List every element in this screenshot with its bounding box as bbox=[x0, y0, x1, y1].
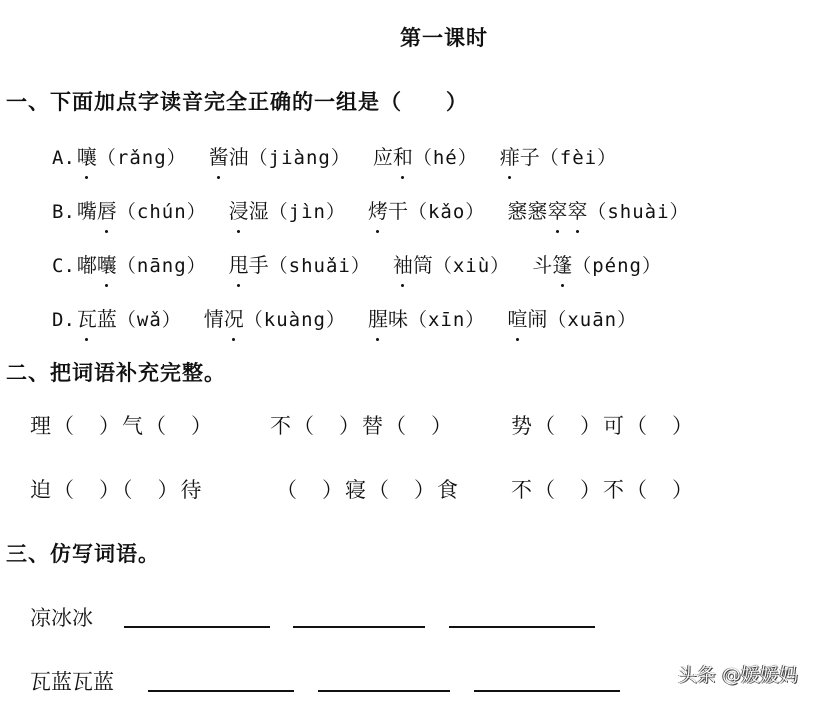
pinyin: （kǎo） bbox=[407, 201, 486, 223]
char: 味 bbox=[387, 307, 408, 331]
word bbox=[77, 249, 117, 278]
word bbox=[373, 141, 413, 170]
word-item bbox=[77, 141, 187, 170]
option-d[interactable] bbox=[52, 303, 659, 332]
dotted-char: 酱 bbox=[209, 141, 229, 170]
dotted-char: 痱 bbox=[500, 141, 520, 170]
imitate-example-label: 瓦蓝瓦蓝 bbox=[30, 670, 114, 694]
char: 闹 bbox=[527, 307, 548, 331]
char: 嘟 bbox=[76, 253, 97, 277]
section1-heading: 一、下面加点字读音完全正确的一组是（ ） bbox=[6, 90, 468, 114]
answer-blank-line[interactable] bbox=[449, 626, 595, 628]
answer-blank-line[interactable] bbox=[124, 626, 270, 628]
word bbox=[368, 303, 408, 332]
word bbox=[77, 303, 117, 332]
word-item bbox=[373, 141, 478, 170]
word bbox=[500, 141, 540, 170]
word bbox=[77, 141, 97, 170]
answer-blank-line[interactable] bbox=[293, 626, 425, 628]
word bbox=[393, 249, 433, 278]
pinyin: （hé） bbox=[412, 147, 478, 169]
pinyin: （jiàng） bbox=[248, 147, 351, 169]
word-item bbox=[507, 303, 637, 332]
pinyin: （kuàng） bbox=[243, 309, 346, 331]
pinyin: （wǎ） bbox=[116, 309, 182, 331]
word-item bbox=[532, 249, 662, 278]
word bbox=[368, 195, 408, 224]
word-item bbox=[393, 249, 510, 278]
answer-blank-line[interactable] bbox=[148, 690, 294, 692]
dotted-char: 况 bbox=[224, 303, 244, 332]
word-item bbox=[229, 195, 346, 224]
word-item bbox=[507, 195, 689, 224]
word-item bbox=[229, 249, 371, 278]
word bbox=[209, 141, 249, 170]
word-item bbox=[77, 249, 207, 278]
dotted-char: 和 bbox=[393, 141, 413, 170]
option-letter: A. bbox=[52, 147, 75, 169]
fill-word-item[interactable]: 迫（ ）（ ）待 bbox=[30, 478, 204, 502]
pinyin: （chún） bbox=[116, 201, 207, 223]
option-letter: B. bbox=[52, 201, 75, 223]
dotted-char: 烤 bbox=[368, 195, 388, 224]
pinyin: （shuài） bbox=[587, 201, 690, 223]
answer-blank-line[interactable] bbox=[318, 690, 450, 692]
word-item bbox=[368, 303, 485, 332]
word-item bbox=[77, 195, 207, 224]
imitate-example-label: 凉冰冰 bbox=[30, 606, 93, 630]
dotted-char: 窣 bbox=[547, 195, 567, 224]
char: 筒 bbox=[412, 253, 433, 277]
pinyin: （péng） bbox=[572, 255, 662, 277]
section2-heading: 二、把词语补充完整。 bbox=[6, 361, 226, 385]
section3-heading: 三、仿写词语。 bbox=[6, 542, 160, 566]
word-item bbox=[368, 195, 485, 224]
dotted-char: 喧 bbox=[507, 303, 527, 332]
word bbox=[204, 303, 244, 332]
dotted-char: 瓦 bbox=[77, 303, 97, 332]
fill-word-item[interactable]: 理（ ）气（ ） bbox=[30, 414, 214, 438]
dotted-char: 浸 bbox=[229, 195, 249, 224]
word bbox=[507, 195, 587, 224]
char: 窸 bbox=[527, 199, 548, 223]
pinyin: （xuān） bbox=[547, 309, 638, 331]
char: 湿 bbox=[248, 199, 269, 223]
word-item bbox=[204, 303, 346, 332]
pinyin: （xiù） bbox=[432, 255, 511, 277]
char: 窸 bbox=[507, 199, 528, 223]
page-title: 第一课时 bbox=[400, 26, 488, 50]
char: 手 bbox=[248, 253, 269, 277]
dotted-char: 嚷 bbox=[77, 141, 97, 170]
dotted-char: 腥 bbox=[368, 303, 388, 332]
fill-word-item[interactable]: 势（ ）可（ ） bbox=[511, 414, 695, 438]
dotted-char: 篷 bbox=[552, 249, 572, 278]
dotted-char: 囔 bbox=[97, 249, 117, 278]
pinyin: （fèi） bbox=[539, 147, 618, 169]
dotted-char: 窣 bbox=[567, 195, 587, 224]
dotted-char: 甩 bbox=[229, 249, 249, 278]
option-a[interactable] bbox=[52, 141, 639, 170]
word-item bbox=[77, 303, 182, 332]
dotted-char: 袖 bbox=[393, 249, 413, 278]
pinyin: （nāng） bbox=[116, 255, 207, 277]
word-item bbox=[500, 141, 617, 170]
char: 斗 bbox=[532, 253, 553, 277]
answer-blank-line[interactable] bbox=[474, 690, 620, 692]
char: 情 bbox=[203, 307, 224, 331]
option-c[interactable] bbox=[52, 249, 684, 278]
option-b[interactable] bbox=[52, 195, 712, 224]
pinyin: （shuǎi） bbox=[268, 255, 371, 277]
pinyin: （rǎng） bbox=[96, 147, 187, 169]
char: 应 bbox=[372, 145, 393, 169]
char: 蓝 bbox=[96, 307, 117, 331]
option-letter: D. bbox=[52, 309, 75, 331]
word bbox=[229, 195, 269, 224]
dotted-char: 唇 bbox=[97, 195, 117, 224]
word bbox=[77, 195, 117, 224]
fill-word-item[interactable]: 不（ ）不（ ） bbox=[511, 478, 695, 502]
watermark: 头条 @媛媛妈 bbox=[678, 664, 799, 686]
char: 干 bbox=[387, 199, 408, 223]
fill-word-item[interactable]: 不（ ）替（ ） bbox=[270, 414, 454, 438]
char: 嘴 bbox=[76, 199, 97, 223]
word-item bbox=[209, 141, 351, 170]
char: 油 bbox=[228, 145, 249, 169]
pinyin: （xīn） bbox=[407, 309, 486, 331]
pinyin: （jìn） bbox=[268, 201, 346, 223]
word bbox=[507, 303, 547, 332]
word bbox=[229, 249, 269, 278]
char: 子 bbox=[519, 145, 540, 169]
fill-word-item[interactable]: （ ）寝（ ）食 bbox=[276, 478, 460, 502]
option-letter: C. bbox=[52, 255, 75, 277]
word bbox=[532, 249, 572, 278]
